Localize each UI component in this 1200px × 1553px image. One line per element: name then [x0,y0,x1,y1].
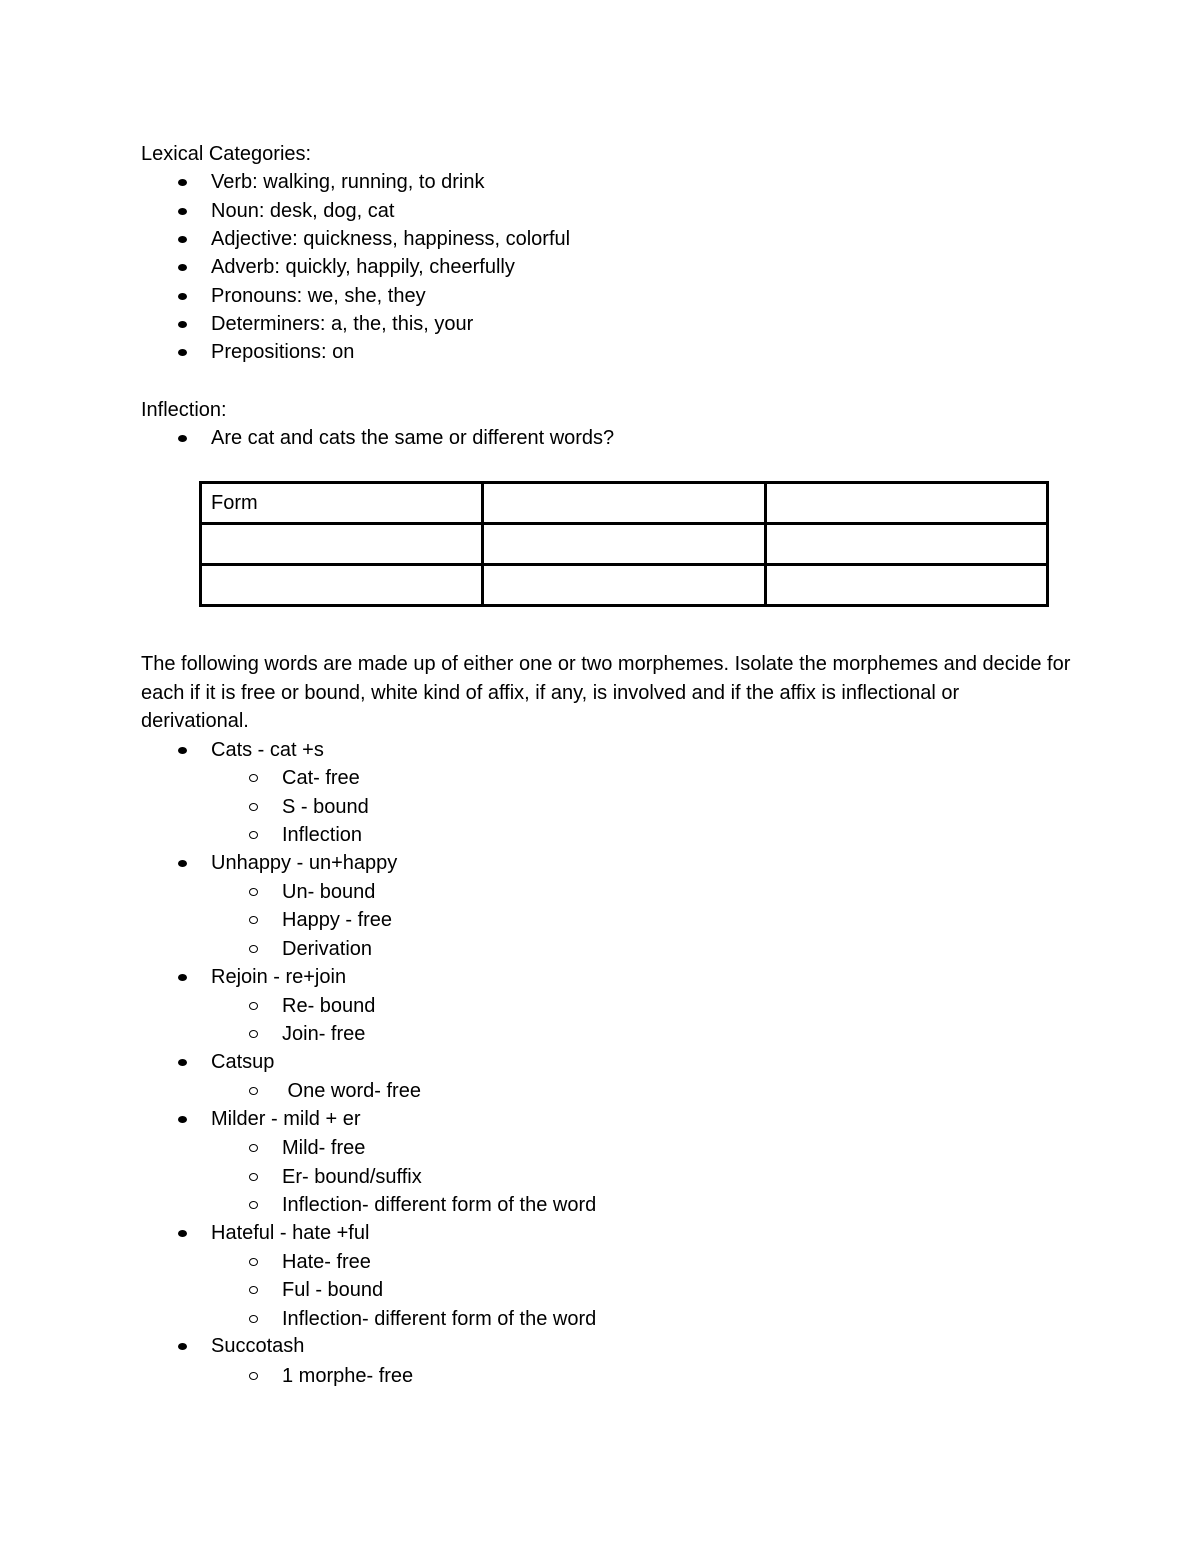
bullet-icon [178,1343,187,1350]
table-cell [201,565,483,606]
morpheme-sub-item: Un- bound [282,881,376,903]
table-row [201,483,1048,524]
bullet-icon [178,349,187,356]
table-row [201,524,1048,565]
circle-bullet-icon [249,1286,258,1294]
morpheme-sub-item: Mild- free [282,1137,366,1159]
circle-bullet-icon [249,1372,258,1380]
bullet-icon [178,1116,187,1123]
morpheme-sub-item: Cat- free [282,767,360,789]
circle-bullet-icon [249,803,258,811]
lexical-item-noun: Noun: desk, dog, cat [211,200,395,222]
morpheme-sub-item: Inflection- different form of the word [282,1194,597,1216]
table-cell [483,483,765,524]
bullet-icon [178,321,187,328]
morpheme-item: Unhappy - un+happy [211,852,398,874]
circle-bullet-icon [249,1002,258,1010]
circle-bullet-icon [249,1087,258,1095]
form-table [199,481,1049,607]
morphemes-intro: The following words are made up of either one or two morphemes. Isolate the morphemes and decide for each if it is free or bound, white kind of affix, if any, is involved and if the affix is inflectional or derivational. [141,653,1071,732]
morpheme-sub-item: Inflection- different form of the word [282,1308,597,1330]
morpheme-sub-item: Ful - bound [282,1279,384,1301]
morpheme-item: Succotash [211,1335,305,1357]
circle-bullet-icon [249,1201,258,1209]
morpheme-item: Cats - cat +s [211,739,324,761]
bullet-icon [178,435,187,442]
bullet-icon [178,293,187,300]
circle-bullet-icon [249,945,258,953]
table-cell [765,483,1047,524]
morpheme-sub-item: One word- free [282,1080,421,1102]
lexical-item-adjective: Adjective: quickness, happiness, colorful [211,228,571,250]
lexical-item-pronouns: Pronouns: we, she, they [211,285,426,307]
morpheme-sub-item: Join- free [282,1023,366,1045]
morpheme-sub-item: Er- bound/suffix [282,1166,422,1188]
lexical-item-determiners: Determiners: a, the, this, your [211,313,474,335]
bullet-icon [178,264,187,271]
circle-bullet-icon [249,1030,258,1038]
morpheme-sub-item: Hate- free [282,1251,371,1273]
inflection-question: Are cat and cats the same or different words? [211,427,615,449]
morpheme-item: Rejoin - re+join [211,966,347,988]
table-cell [765,565,1047,606]
lexical-item-prepositions: Prepositions: on [211,341,355,363]
circle-bullet-icon [249,1315,258,1323]
morpheme-sub-item: Happy - free [282,909,393,931]
table-row [201,565,1048,606]
bullet-icon [178,179,187,186]
morpheme-sub-item: Re- bound [282,995,376,1017]
morpheme-sub-item: 1 morphe- free [282,1365,414,1387]
morpheme-item: Hateful - hate +ful [211,1222,370,1244]
circle-bullet-icon [249,1144,258,1152]
circle-bullet-icon [249,831,258,839]
bullet-icon [178,1230,187,1237]
bullet-icon [178,974,187,981]
bullet-icon [178,208,187,215]
table-cell [765,524,1047,565]
bullet-icon [178,747,187,754]
morpheme-sub-item: Derivation [282,938,373,960]
lexical-item-verb: Verb: walking, running, to drink [211,171,485,193]
table-cell: Form [201,483,483,524]
morpheme-sub-item: Inflection [282,824,363,846]
lexical-item-adverb: Adverb: quickly, happily, cheerfully [211,256,515,278]
inflection-heading: Inflection: [141,399,227,421]
lexical-categories-heading: Lexical Categories: [141,143,312,165]
circle-bullet-icon [249,916,258,924]
circle-bullet-icon [249,774,258,782]
circle-bullet-icon [249,888,258,896]
morpheme-item: Milder - mild + er [211,1108,361,1130]
morpheme-sub-item: S - bound [282,796,369,818]
bullet-icon [178,860,187,867]
table-cell [483,524,765,565]
morpheme-item: Catsup [211,1051,275,1073]
bullet-icon [178,1059,187,1066]
circle-bullet-icon [249,1173,258,1181]
circle-bullet-icon [249,1258,258,1266]
table-cell [483,565,765,606]
table-cell [201,524,483,565]
bullet-icon [178,236,187,243]
